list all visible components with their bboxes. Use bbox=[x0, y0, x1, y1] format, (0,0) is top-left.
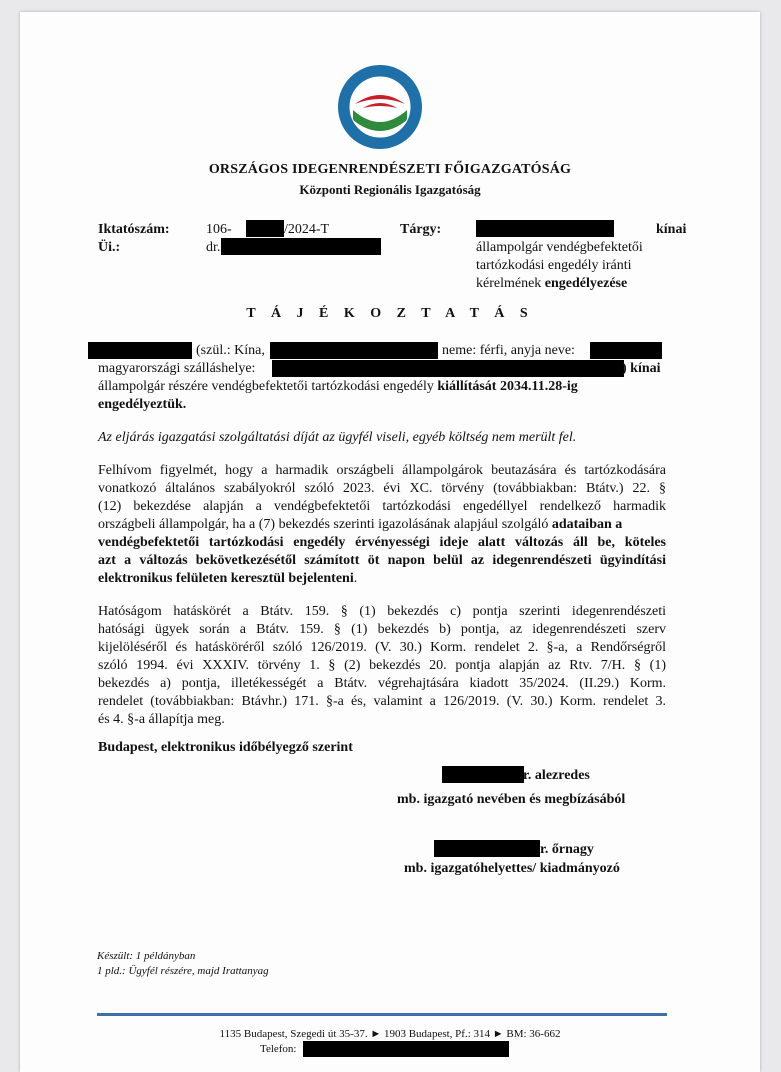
signature2-rank: r. őrnagy bbox=[540, 842, 594, 857]
document-title: T Á J É K O Z T A T Á S bbox=[246, 306, 534, 321]
redaction bbox=[476, 220, 614, 237]
para1-nationality: ) kínai bbox=[622, 361, 661, 376]
para1-sex-mother: neme: férfi, anyja neve: bbox=[442, 343, 575, 358]
copies-note: Készült: 1 példányban bbox=[97, 950, 196, 962]
para1-address-label: magyarországi szálláshelye: bbox=[98, 361, 256, 376]
targy-line-3: tartózkodási engedély iránti bbox=[476, 258, 632, 273]
para3-bold-line: azt a változás bekövetkezésétől számított öt napon belül az idegenrendészeti ügyindítási bbox=[98, 553, 666, 568]
redaction bbox=[221, 238, 381, 255]
targy-line-2: állampolgár vendégbefektetői bbox=[476, 240, 643, 255]
fee-note: Az eljárás igazgatási szolgáltatási díját az ügyfél viseli, egyéb költség nem merült fel. bbox=[98, 430, 577, 445]
para1-birth: (szül.: Kína, bbox=[196, 343, 265, 358]
ui-label: Üi.: bbox=[98, 240, 121, 255]
para4-line: rendelet (továbbiakban: Btávhr.) 171. §-a és, valamint a 126/2019. (V. 30.) Korm. rendelet 3. bbox=[98, 694, 666, 709]
redaction bbox=[88, 342, 192, 359]
para3-bold-line: vendégbefektetői tartózkodási engedély érvényességi ideje alatt változás áll be, köteles bbox=[98, 535, 666, 550]
footer-address: 1135 Budapest, Szegedi út 35-37. ► 1903 Budapest, Pf.: 314 ► BM: 36-662 bbox=[219, 1028, 561, 1040]
targy-line-1: kínai bbox=[656, 222, 687, 237]
para3-line: (12) bekezdése alapján a vendégbefektetői tartózkodási engedéllyel rendelkező harmadik bbox=[98, 499, 666, 514]
organization-name: ORSZÁGOS IDEGENRENDÉSZETI FŐIGAZGATÓSÁG bbox=[208, 162, 572, 177]
signature1-rank: r. alezredes bbox=[523, 768, 590, 783]
footer-rule bbox=[97, 1013, 667, 1016]
iktatoszam-label: Iktatószám: bbox=[98, 222, 170, 237]
redaction bbox=[442, 766, 524, 783]
redaction bbox=[246, 220, 284, 237]
redaction bbox=[272, 360, 624, 377]
para3-line: elektronikus felületen keresztül bejelenteni. bbox=[98, 571, 358, 586]
sub-organization: Központi Regionális Igazgatóság bbox=[299, 182, 481, 197]
redaction bbox=[270, 342, 438, 359]
signature2-role: mb. igazgatóhelyettes/ kiadmányozó bbox=[404, 861, 620, 876]
para3-line: Felhívom figyelmét, hogy a harmadik országbeli állampolgárok beutazására és tartózkodására bbox=[98, 463, 666, 478]
para4-line: Hatóságom hatáskörét a Btátv. 159. § (1) bekezdés c) pontja szerinti idegenrendészeti bbox=[98, 604, 666, 619]
para1-line3: állampolgár részére vendégbefektetői tartózkodási engedély kiállítását 2034.11.28-ig bbox=[98, 379, 578, 394]
para3-line: országbeli állampolgár, ha a (7) bekezdés szerinti igazolásának alapjául szolgáló adataiban a bbox=[98, 517, 623, 532]
agency-logo bbox=[337, 64, 423, 150]
para4-line: bekezdés a) pontja, illetékességét a Btátv. végrehajtására kiadott 35/2024. (II.29.) Korm. bbox=[98, 676, 666, 691]
para3-line: vonatkozó általános szabályokról szóló 2023. évi XC. törvény (továbbiakban: Btátv.) 22. § bbox=[98, 481, 666, 496]
iktatoszam-suffix: /2024-T bbox=[284, 222, 330, 237]
para1-line4: engedélyeztük. bbox=[98, 397, 187, 412]
ui-value: dr. bbox=[206, 240, 221, 255]
redaction bbox=[590, 342, 662, 359]
targy-line-4: kérelmének engedélyezése bbox=[476, 276, 628, 291]
para4-line: hatósági ügyek során a Btátv. 159. § (1) bekezdés b) pontja, az idegenrendészeti szerv bbox=[98, 622, 666, 637]
para4-line: kijelöléséről és hatásköréről szóló 126/2019. (V. 30.) Korm. rendelet 2. §-a, a Rendőrségről bbox=[98, 640, 666, 655]
place-date: Budapest, elektronikus időbélyegző szerint bbox=[98, 740, 353, 755]
signature1-role: mb. igazgató nevében és megbízásából bbox=[397, 792, 626, 807]
para4-line: és 4. §-a állapítja meg. bbox=[98, 712, 225, 727]
targy-label: Tárgy: bbox=[400, 222, 442, 237]
para4-line: szóló 1994. évi XXXIV. törvény 1. § (2) bekezdés 20. pontja alapján az Rtv. 7/H. § (1) bbox=[98, 658, 666, 673]
distribution-note: 1 pld.: Ügyfél részére, majd Irattanyag bbox=[97, 965, 269, 977]
redaction bbox=[434, 840, 540, 857]
document-page bbox=[20, 12, 760, 1072]
redaction bbox=[303, 1041, 509, 1057]
iktatoszam-prefix: 106- bbox=[206, 222, 232, 237]
footer-phone-label: Telefon: bbox=[260, 1043, 297, 1055]
